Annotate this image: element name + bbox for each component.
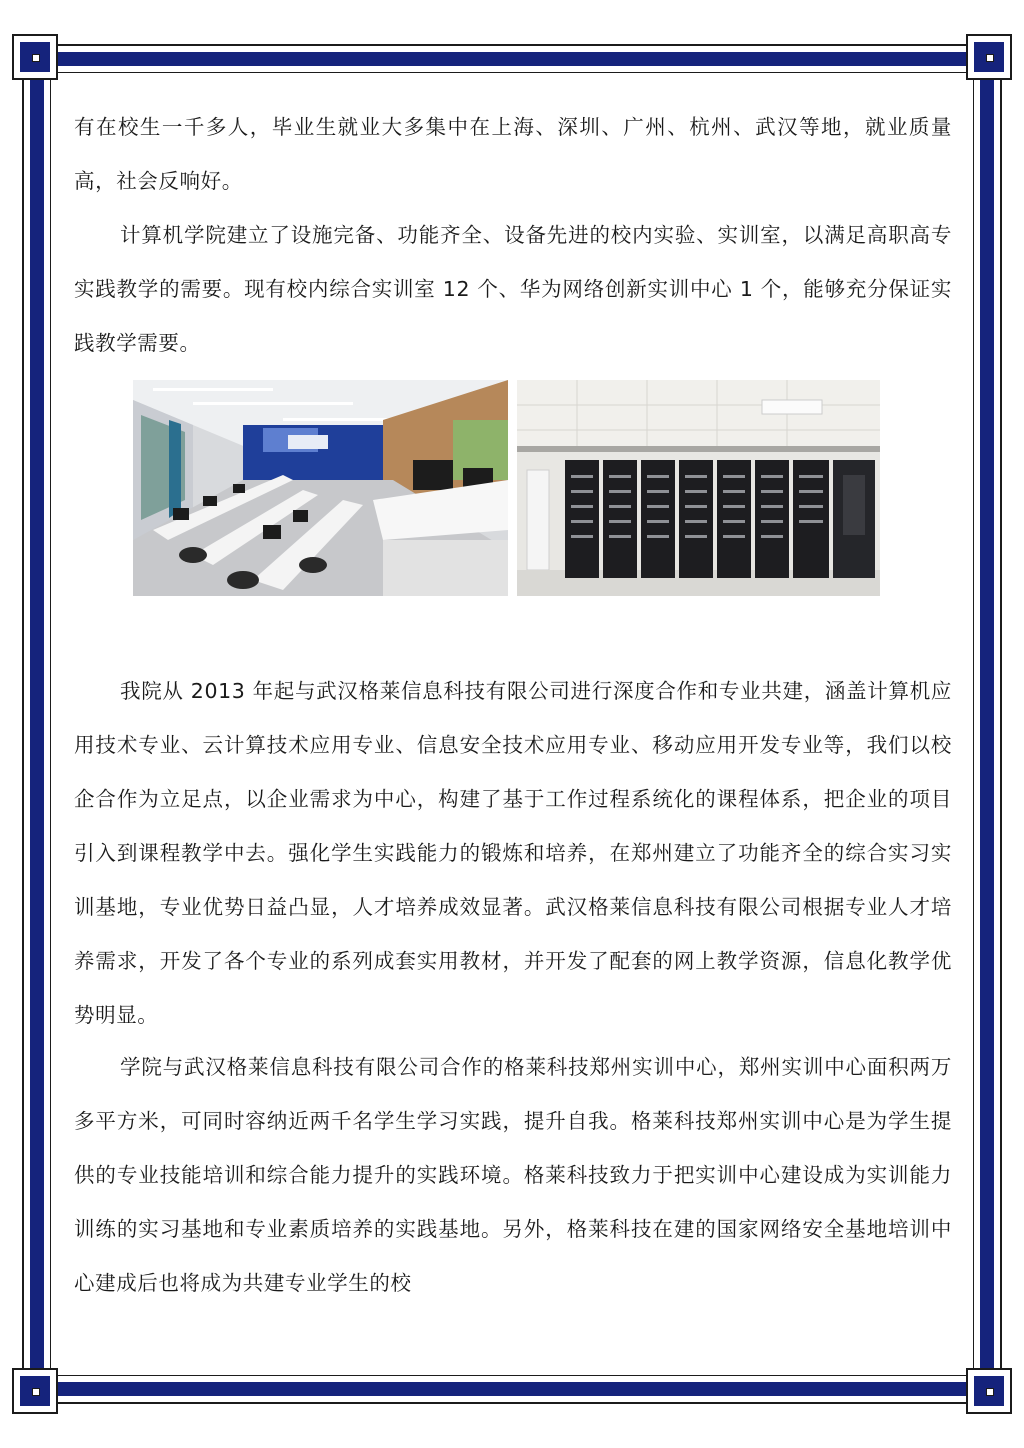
server-room-photo [517,380,880,596]
paragraph-training-center: 学院与武汉格莱信息科技有限公司合作的格莱科技郑州实训中心，郑州实训中心面积两万多平方米，可同时容纳近两千名学生学习实践，提升自我。格莱科技郑州实训中心是为学生提供的专业技能培训和综合能力提升的实践环境。格莱科技致力于把实训中心建设成为实训能力训练的实习基地和专业素质培养的实践基地。另外，格莱科技在建的国家网络安全基地培训中心建成后也将成为共建专业学生的校 [74,1055,952,1295]
paragraph-cooperation: 我院从 2013 年起与武汉格莱信息科技有限公司进行深度合作和专业共建，涵盖计算机应用技术专业、云计算技术应用专业、信息安全技术应用专业、移动应用开发专业等，我们以校企合作为立足点，以企业需求为中心，构建了基于工作过程系统化的课程体系，把企业的项目引入到课程教学中去。强化学生实践能力的锻炼和培养，在郑州建立了功能齐全的综合实习实训基地，专业优势日益凸显，人才培养成效显著。武汉格莱信息科技有限公司根据专业人才培养需求，开发了各个专业的系列成套实用教材，并开发了配套的网上教学资源，信息化教学优势明显。 [74,679,952,1027]
corner-ornament-top-left [12,34,58,80]
paragraph-graduates: 有在校生一千多人，毕业生就业大多集中在上海、深圳、广州、杭州、武汉等地，就业质量高，社会反响好。 [74,115,952,193]
corner-ornament-bottom-left [12,1368,58,1414]
corner-ornament-top-right [966,34,1012,80]
corner-ornament-bottom-right [966,1368,1012,1414]
computer-lab-photo [133,380,508,596]
paragraph-training-rooms: 计算机学院建立了设施完备、功能齐全、设备先进的校内实验、实训室，以满足高职高专实践教学的需要。现有校内综合实训室 12 个、华为网络创新实训中心 1 个，能够充分保证实践教学需要。 [74,223,952,355]
